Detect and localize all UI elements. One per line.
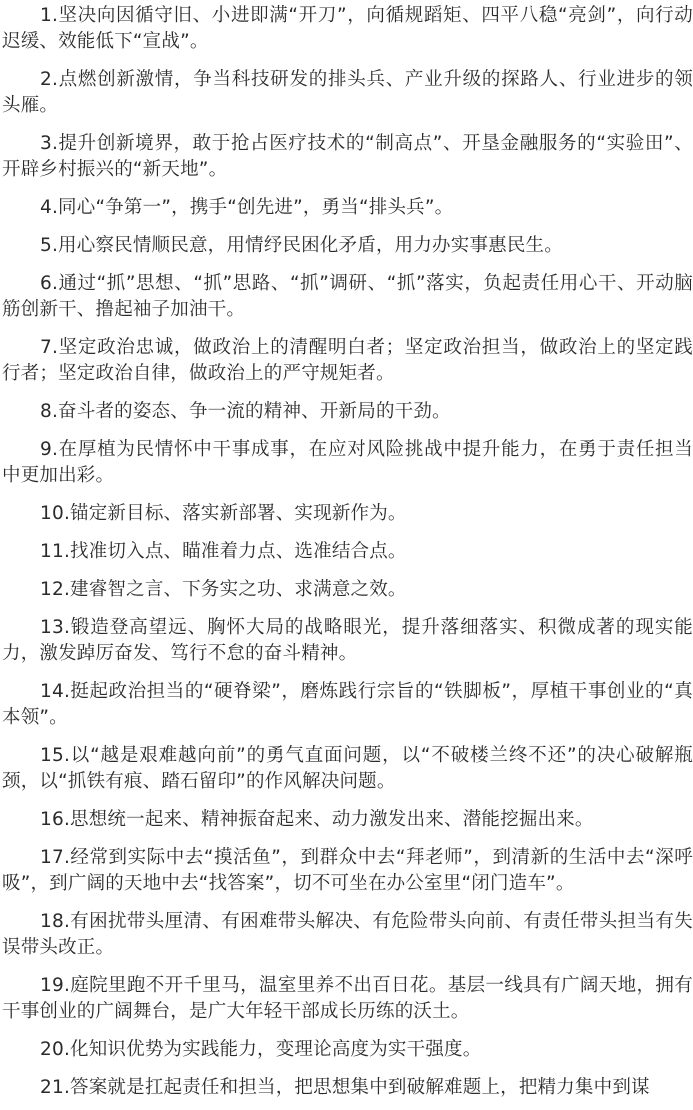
list-item-14: 14.挺起政治担当的“硬脊梁”，磨炼践行宗旨的“铁脚板”，厚植干事创业的“真本领”。 [2,681,693,728]
list-item-11: 11.找准切入点、瞄准着力点、选准结合点。 [40,541,407,562]
document-body [2,0,693,1110]
list-item-21: 21.答案就是扛起责任和担当，把思想集中到破解难题上，把精力集中到谋 [40,1077,650,1098]
list-item-8: 8.奋斗者的姿态、争一流的精神、开新局的干劲。 [40,401,451,422]
list-item-10: 10.锚定新目标、落实新部署、实现新作为。 [40,503,407,524]
list-item-3: 3.提升创新境界，敢于抢占医疗技术的“制高点”、开垦金融服务的“实验田”、开辟乡村振兴的“新天地”。 [2,133,693,180]
list-item-9: 9.在厚植为民情怀中干事成事，在应对风险挑战中提升能力，在勇于责任担当中更加出彩。 [2,439,693,486]
list-item-7: 7.坚定政治忠诚，做政治上的清醒明白者；坚定政治担当，做政治上的坚定践行者；坚定政治自律，做政治上的严守规矩者。 [2,337,693,384]
list-item-5: 5.用心察民情顺民意，用情纾民困化矛盾，用力办实事惠民生。 [40,235,563,256]
list-item-1: 1.坚决向因循守旧、小进即满“开刀”，向循规蹈矩、四平八稳“亮剑”，向行动迟缓、效能低下“宣战”。 [2,5,693,52]
list-item-12: 12.建睿智之言、下务实之功、求满意之效。 [40,579,407,600]
list-item-13: 13.锻造登高望远、胸怀大局的战略眼光，提升落细落实、积微成著的现实能力，激发踔厉奋发、笃行不怠的奋斗精神。 [2,617,693,664]
list-item-19: 19.庭院里跑不开千里马，温室里养不出百日花。基层一线具有广阔天地，拥有干事创业的广阔舞台，是广大年轻干部成长历练的沃土。 [2,975,693,1022]
list-item-15: 15.以“越是艰难越向前”的勇气直面问题，以“不破楼兰终不还”的决心破解瓶颈，以“抓铁有痕、踏石留印”的作风解决问题。 [2,745,693,792]
list-item-16: 16.思想统一起来、精神振奋起来、动力激发出来、潜能挖掘出来。 [40,809,594,830]
list-item-20: 20.化知识优势为实践能力，变理论高度为实干强度。 [40,1039,482,1060]
list-item-17: 17.经常到实际中去“摸活鱼”，到群众中去“拜老师”，到清新的生活中去“深呼吸”，到广阔的天地中去“找答案”，切不可坐在办公室里“闭门造车”。 [2,847,693,894]
list-item-4: 4.同心“争第一”，携手“创先进”，勇当“排头兵”。 [40,197,454,218]
list-item-2: 2.点燃创新激情，争当科技研发的排头兵、产业升级的探路人、行业进步的领头雁。 [2,69,693,116]
list-item-6: 6.通过“抓”思想、“抓”思路、“抓”调研、“抓”落实，负起责任用心干、开动脑筋创新干、撸起袖子加油干。 [2,273,693,320]
list-item-18: 18.有困扰带头厘清、有困难带头解决、有危险带头向前、有责任带头担当有失误带头改正。 [2,911,693,958]
